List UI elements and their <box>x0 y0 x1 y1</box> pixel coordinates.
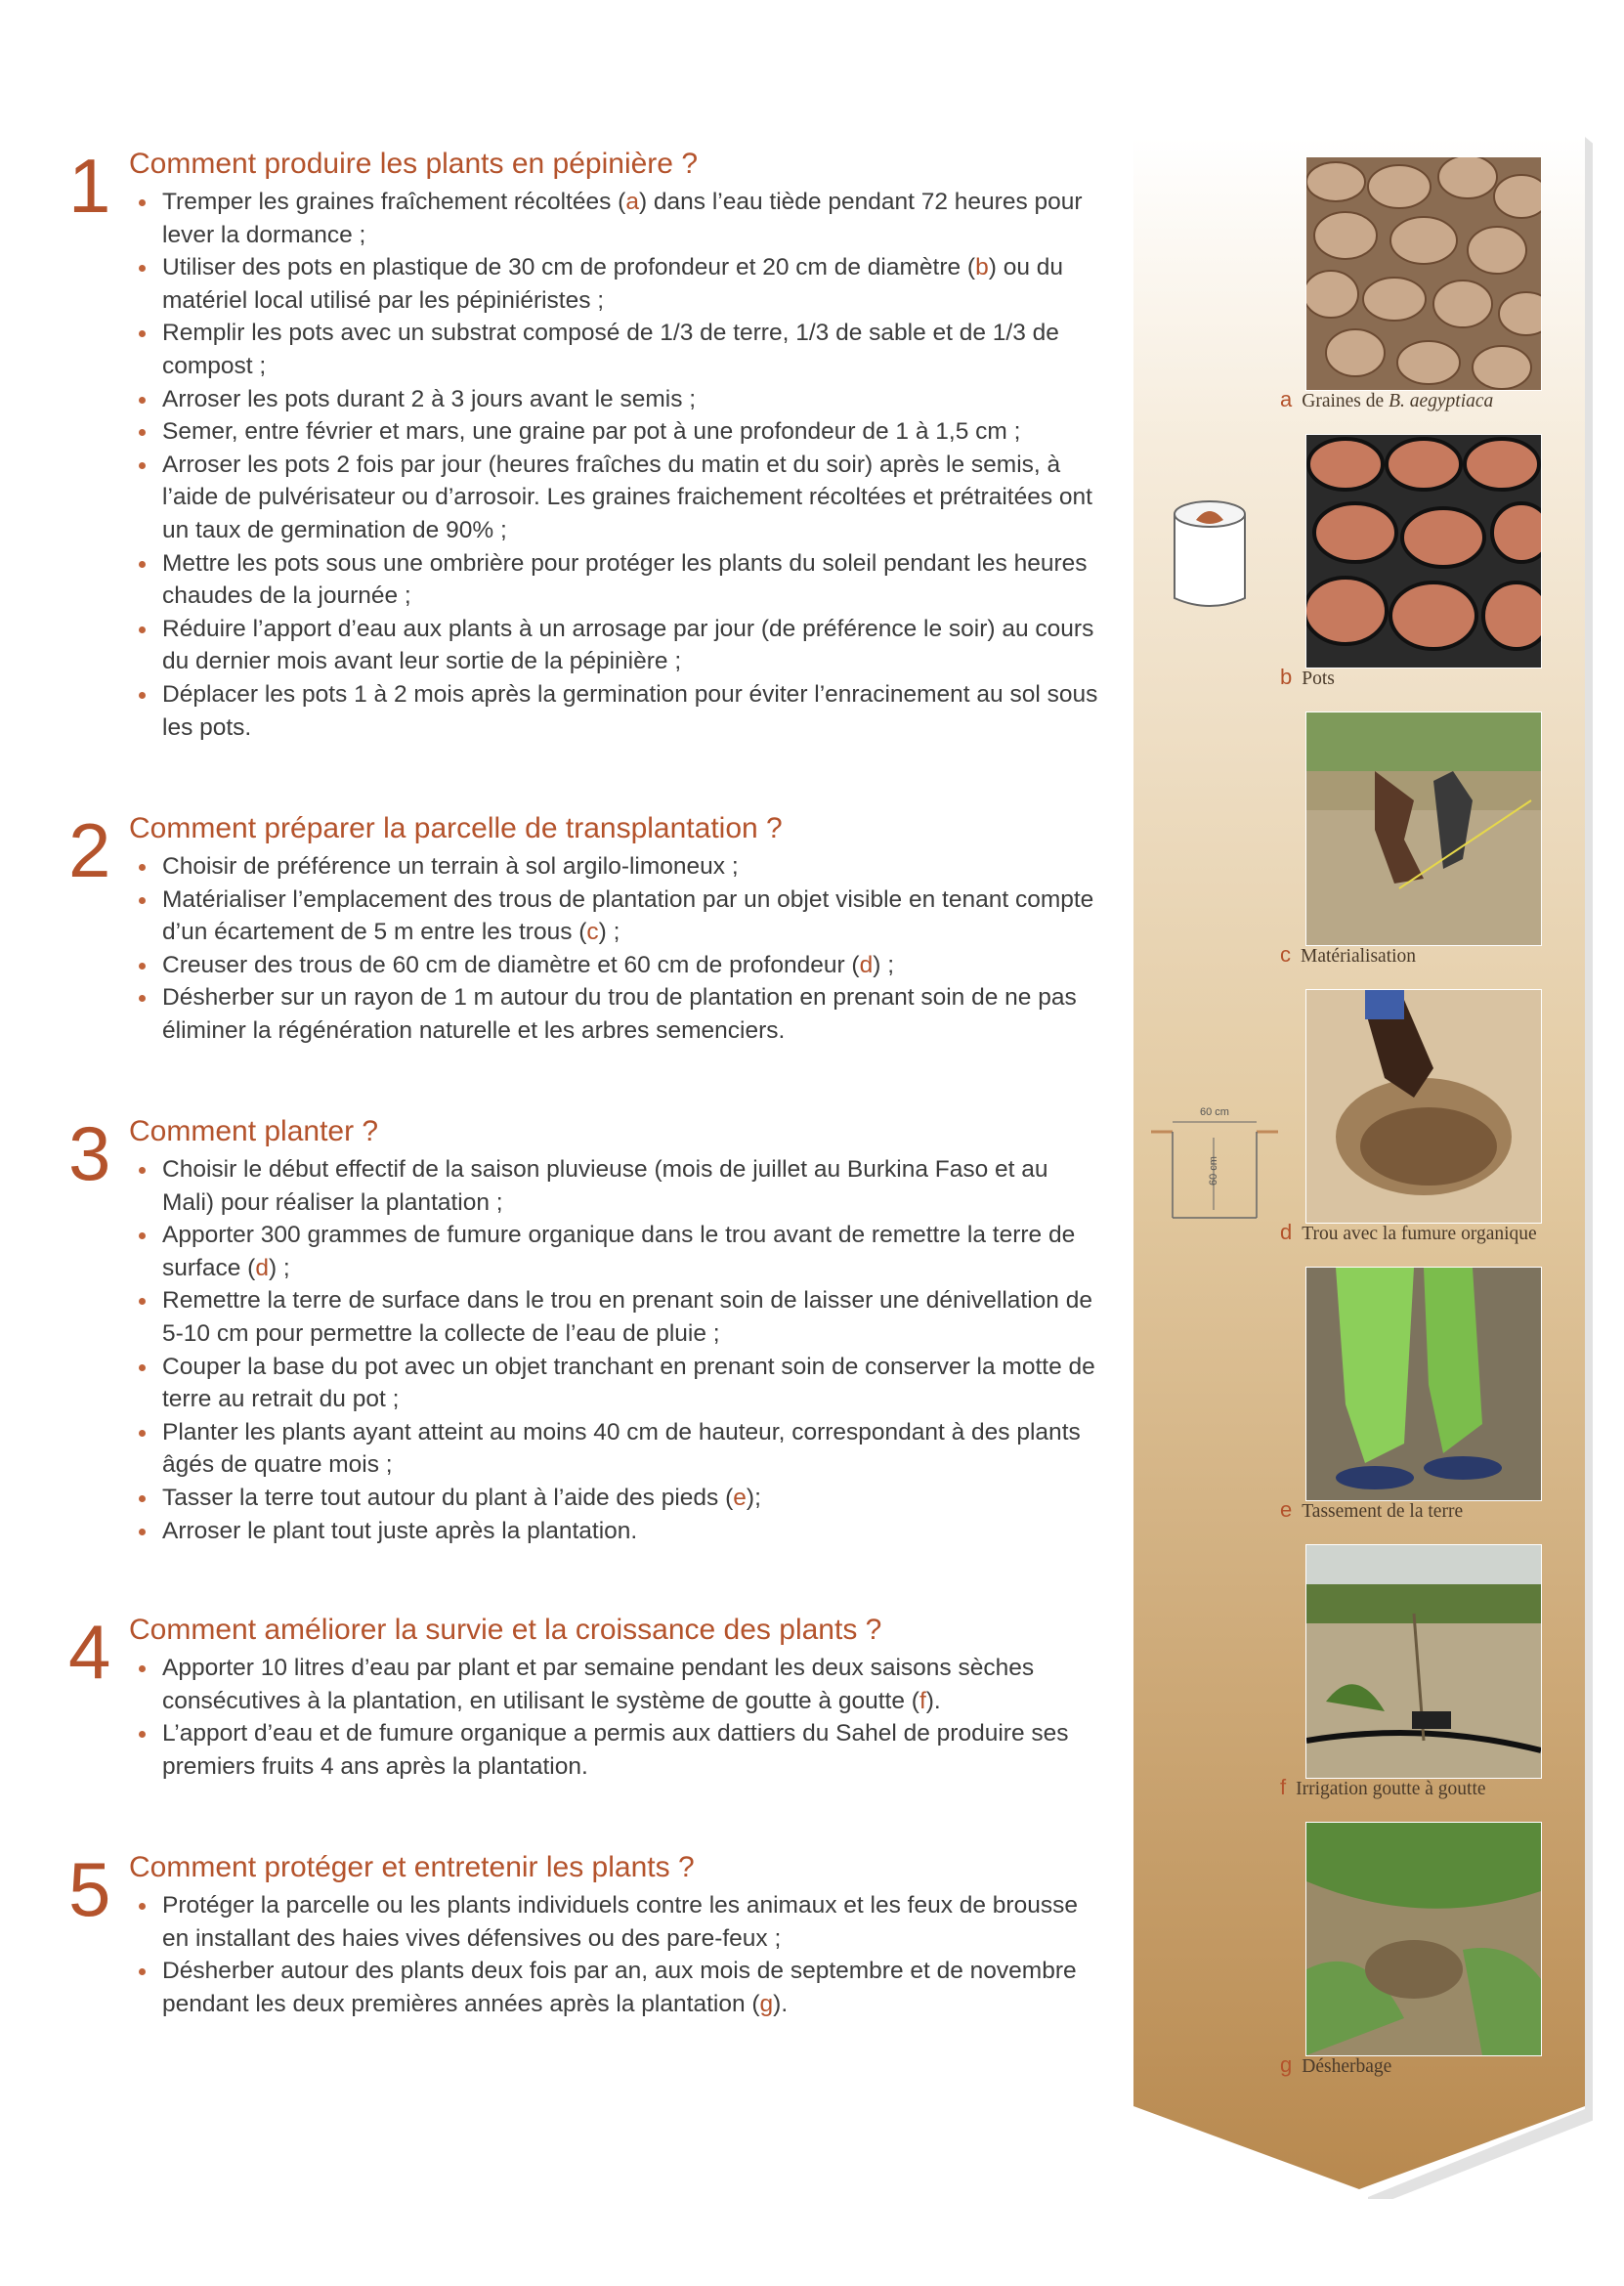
caption-e: e Tassement de la terre <box>1280 1497 1464 1522</box>
caption-letter: c <box>1280 942 1291 967</box>
list-item: Déplacer les pots 1 à 2 mois après la germination pour éviter l’enracinement au sol sous les pots. <box>162 678 1104 744</box>
section-number: 1 <box>68 143 111 229</box>
caption-letter: e <box>1280 1497 1293 1522</box>
list-item: Apporter 300 grammes de fumure organique dans le trou avant de remettre la terre de surface (d) ; <box>162 1219 1104 1284</box>
list-item: Arroser le plant tout juste après la plantation. <box>162 1515 1104 1548</box>
caption-c: c Matérialisation <box>1280 942 1417 967</box>
tamping-image <box>1306 1268 1541 1500</box>
caption-letter: f <box>1280 1775 1287 1799</box>
hole-depth-label: 60 cm <box>1208 1156 1219 1186</box>
photo-weeding <box>1305 1822 1542 2056</box>
list-item: Remplir les pots avec un substrat composé de 1/3 de terre, 1/3 de sable et de 1/3 de compost ; <box>162 317 1104 382</box>
bullet-list <box>68 1652 1104 1783</box>
photo-hole <box>1305 989 1542 1224</box>
list-item: Remettre la terre de surface dans le trou en prenant soin de laisser une dénivellation de 5-10 cm pour permettre la collecte de l’eau de pluie ; <box>162 1284 1104 1350</box>
section-number: 4 <box>68 1609 111 1695</box>
section-number: 3 <box>68 1110 111 1196</box>
list-item: Creuser des trous de 60 cm de diamètre et 60 cm de profondeur (d) ; <box>162 949 1104 982</box>
section-5 <box>68 1846 1104 2020</box>
caption-letter: a <box>1280 387 1293 411</box>
hole-width-label: 60 cm <box>1200 1106 1229 1118</box>
section-3 <box>68 1110 1104 1547</box>
weeding-image <box>1306 1823 1541 2055</box>
photo-seeds <box>1305 156 1542 391</box>
section-4 <box>68 1609 1104 1783</box>
caption-d: d Trou avec la fumure organique <box>1280 1220 1537 1244</box>
caption-b: b Pots <box>1280 665 1335 689</box>
list-item: Choisir le début effectif de la saison pluvieuse (mois de juillet au Burkina Faso et au Mali) pour réaliser la plantation ; <box>162 1153 1104 1219</box>
list-item: Désherber autour des plants deux fois par an, aux mois de septembre et de novembre pendant les deux premières années après la plantation (g). <box>162 1955 1104 2020</box>
seeds-image <box>1306 157 1541 390</box>
list-item: Protéger la parcelle ou les plants individuels contre les animaux et les feux de brousse en installant des haies vives défensives ou des pare-feux ; <box>162 1889 1104 1955</box>
caption-letter: b <box>1280 665 1293 689</box>
caption-g: g Désherbage <box>1280 2052 1392 2077</box>
list-item: Semer, entre février et mars, une graine par pot à une profondeur de 1 à 1,5 cm ; <box>162 415 1104 449</box>
caption-a: a Graines de B. aegyptiaca <box>1280 387 1494 411</box>
pot-diagram <box>1169 498 1251 614</box>
photo-drip <box>1305 1544 1542 1779</box>
bullet-list <box>68 850 1104 1048</box>
list-item: Tasser la terre tout autour du plant à l’aide des pieds (e); <box>162 1482 1104 1515</box>
caption-letter: d <box>1280 1220 1293 1244</box>
bullet-list <box>68 1153 1104 1547</box>
pots-image <box>1306 435 1541 668</box>
section-title: Comment préparer la parcelle de transplantation ? <box>129 812 783 844</box>
section-number: 2 <box>68 807 111 893</box>
list-item: Arroser les pots 2 fois par jour (heures fraîches du matin et du soir) après le semis, à l’aide de pulvérisateur ou d’arrosoir. Les graines fraichement récoltées et prétraitées ont un taux de germination de 90% ; <box>162 449 1104 547</box>
photo-tamping <box>1305 1267 1542 1501</box>
photo-pots <box>1305 434 1542 669</box>
marking-image <box>1306 712 1541 945</box>
list-item: Choisir de préférence un terrain à sol argilo-limoneux ; <box>162 850 1104 884</box>
list-item: Réduire l’apport d’eau aux plants à un arrosage par jour (de préférence le soir) au cours du dernier mois avant leur sortie de la pépinière ; <box>162 613 1104 678</box>
list-item: Arroser les pots durant 2 à 3 jours avant le semis ; <box>162 383 1104 416</box>
section-title: Comment planter ? <box>129 1115 379 1147</box>
list-item: Utiliser des pots en plastique de 30 cm de profondeur et 20 cm de diamètre (b) ou du matériel local utilisé par les pépiniéristes ; <box>162 251 1104 317</box>
section-title: Comment produire les plants en pépinière ? <box>129 148 698 180</box>
list-item: Matérialiser l’emplacement des trous de plantation par un objet visible en tenant compte d’un écartement de 5 m entre les trous (c) ; <box>162 884 1104 949</box>
list-item: Tremper les graines fraîchement récoltées (a) dans l’eau tiède pendant 72 heures pour lever la dormance ; <box>162 186 1104 251</box>
hole-diagram <box>1151 1102 1278 1229</box>
drip-image <box>1306 1545 1541 1778</box>
hole-image <box>1306 990 1541 1223</box>
list-item: Couper la base du pot avec un objet tranchant en prenant soin de conserver la motte de terre au retrait du pot ; <box>162 1351 1104 1416</box>
caption-f: f Irrigation goutte à goutte <box>1280 1775 1486 1799</box>
photo-marking <box>1305 712 1542 946</box>
list-item: Planter les plants ayant atteint au moins 40 cm de hauteur, correspondant à des plants âgés de quatre mois ; <box>162 1416 1104 1482</box>
section-2 <box>68 807 1104 1048</box>
bullet-list <box>68 1889 1104 2020</box>
list-item: Apporter 10 litres d’eau par plant et par semaine pendant les deux saisons sèches consécutives à la plantation, en utilisant le système de goutte à goutte (f). <box>162 1652 1104 1717</box>
section-1 <box>68 143 1104 744</box>
section-title: Comment améliorer la survie et la croissance des plants ? <box>129 1614 882 1646</box>
list-item: L’apport d’eau et de fumure organique a permis aux dattiers du Sahel de produire ses premiers fruits 4 ans après la plantation. <box>162 1717 1104 1783</box>
section-title: Comment protéger et entretenir les plants ? <box>129 1851 695 1883</box>
bullet-list <box>68 186 1104 744</box>
section-number: 5 <box>68 1846 111 1932</box>
list-item: Désherber sur un rayon de 1 m autour du trou de plantation en prenant soin de ne pas éliminer la régénération naturelle et les arbres semenciers. <box>162 981 1104 1047</box>
list-item: Mettre les pots sous une ombrière pour protéger les plants du soleil pendant les heures chaudes de la journée ; <box>162 547 1104 613</box>
caption-letter: g <box>1280 2052 1293 2077</box>
